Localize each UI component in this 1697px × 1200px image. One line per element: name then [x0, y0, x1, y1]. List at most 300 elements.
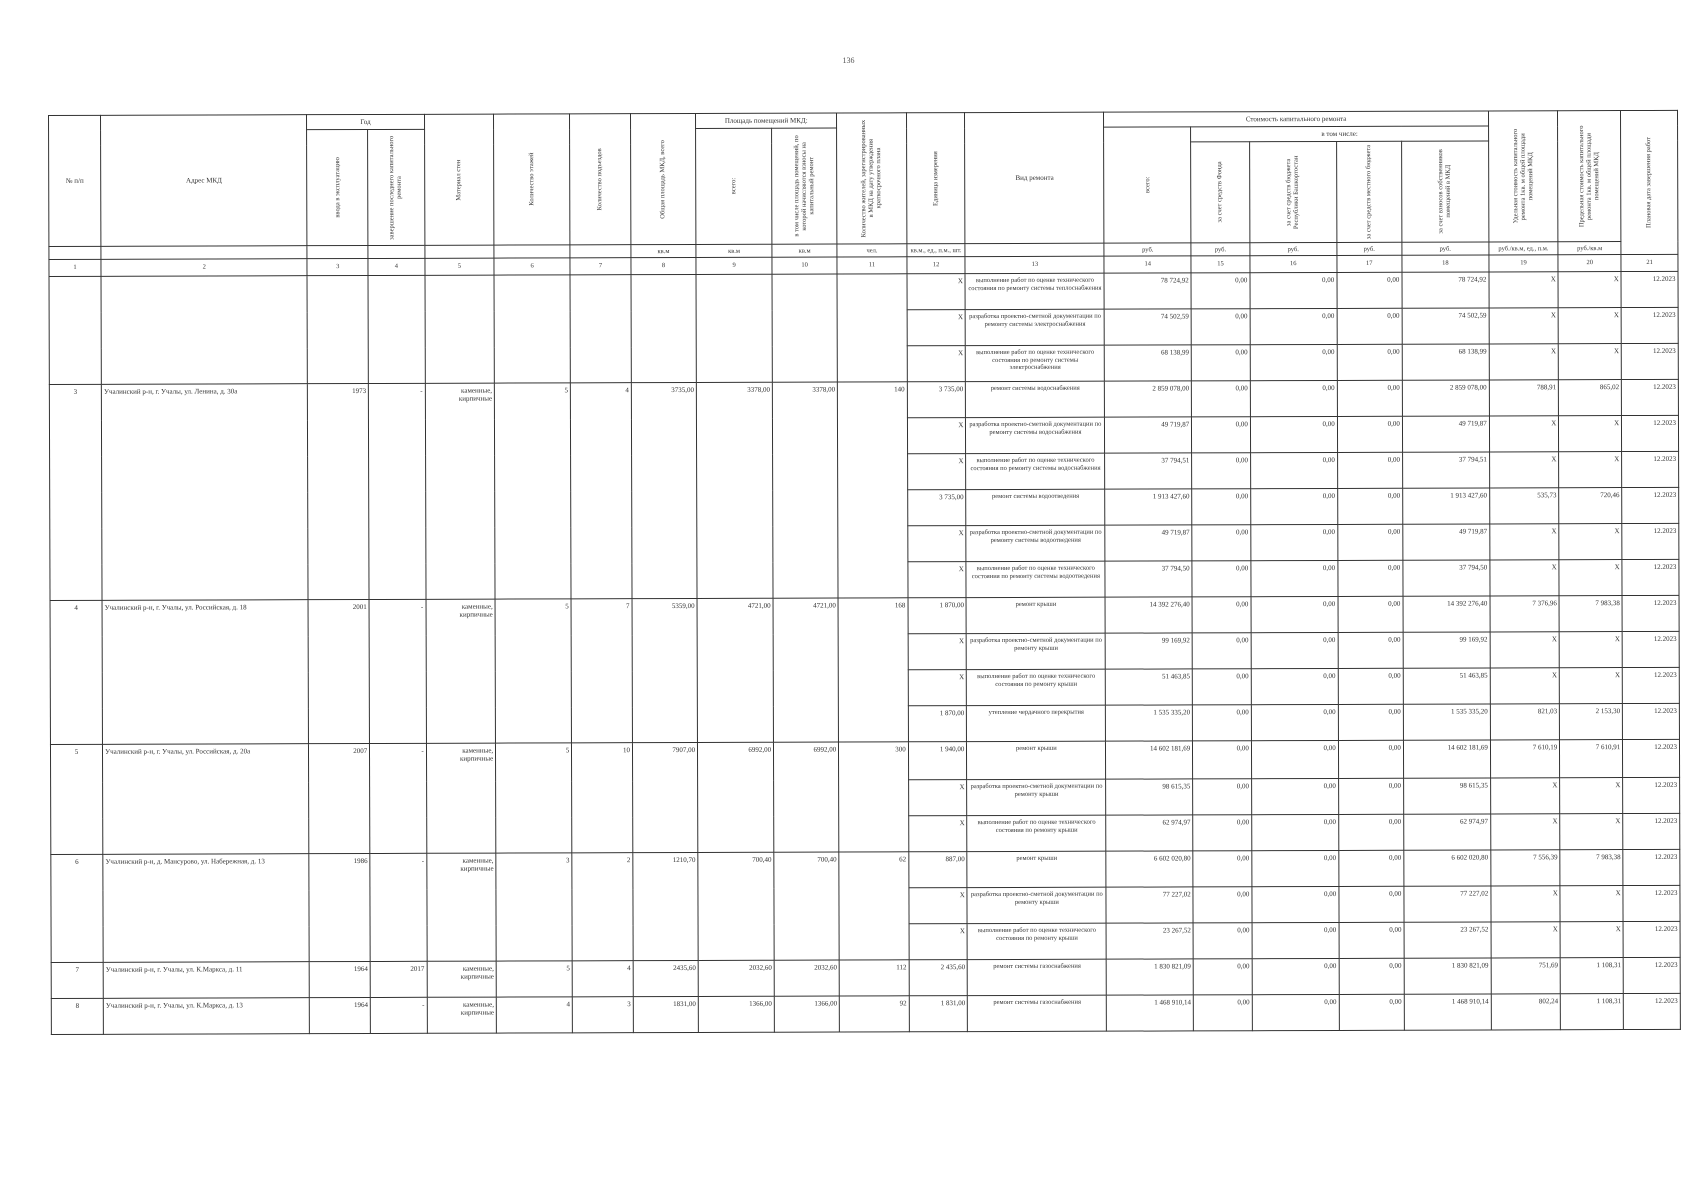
cost-owners-cell: 6 602 020,80: [1404, 850, 1491, 886]
floors-cell: 3: [496, 853, 572, 961]
column-number: 1: [49, 259, 101, 276]
column-number: 15: [1191, 256, 1250, 273]
cost-total-cell: 77 227,02: [1106, 887, 1193, 923]
cost-fund-cell: 0,00: [1194, 995, 1253, 1031]
unit-cell: [570, 245, 631, 258]
cost-owners-cell: 51 463,85: [1403, 668, 1490, 704]
year-last-repair-cell: -: [370, 853, 427, 961]
max-cost-cell: X: [1559, 452, 1622, 488]
deadline-cell: 12.2023: [1621, 307, 1678, 343]
entrances-cell: 3: [572, 997, 633, 1033]
cost-owners-cell: 1 468 910,14: [1404, 994, 1491, 1030]
specific-cost-cell: 7 376,96: [1490, 596, 1560, 632]
max-cost-cell: 7 983,38: [1559, 596, 1622, 632]
cost-fund-cell: 0,00: [1193, 815, 1252, 851]
specific-cost-cell: 802,24: [1491, 994, 1561, 1030]
specific-cost-cell: X: [1489, 308, 1559, 344]
work-type-cell: ремонт системы газоснабжения: [968, 959, 1107, 995]
unit-cell: 1 831,00: [909, 996, 968, 1032]
max-cost-cell: 720,46: [1559, 488, 1622, 524]
floors-cell: 5: [495, 383, 572, 599]
cost-republic-cell: 0,00: [1252, 814, 1339, 850]
unit-cell: кв.м., ед., п.м., шт.: [907, 244, 966, 257]
cost-republic-cell: 0,00: [1250, 272, 1337, 308]
row-number: 4: [50, 600, 103, 744]
continuation-blank-cell: [494, 275, 570, 383]
specific-cost-cell: X: [1491, 922, 1561, 958]
year-built-cell: 2001: [308, 599, 369, 743]
deadline-cell: 12.2023: [1623, 813, 1680, 849]
year-last-repair-cell: 2017: [370, 961, 427, 997]
row-number: 7: [51, 962, 103, 998]
column-number: 16: [1250, 255, 1337, 272]
cost-total-cell: 62 974,97: [1106, 815, 1193, 851]
specific-cost-cell: 535,73: [1489, 488, 1559, 524]
unit-cell: кв.м: [772, 244, 837, 257]
cost-republic-cell: 0,00: [1251, 596, 1338, 632]
floors-cell: 5: [496, 961, 572, 997]
total-area-cell: 1831,00: [633, 996, 698, 1032]
deadline-cell: 12.2023: [1622, 415, 1679, 451]
area-all-cell: 1366,00: [698, 996, 774, 1032]
cost-republic-cell: 0,00: [1251, 704, 1338, 740]
column-number: 20: [1558, 255, 1621, 272]
year-last-repair-cell: -: [369, 383, 426, 599]
cost-owners-cell: 98 615,35: [1403, 778, 1490, 814]
unit-cell: руб.: [1104, 243, 1191, 256]
cost-fund-cell: 0,00: [1191, 273, 1250, 309]
specific-cost-cell: X: [1490, 560, 1560, 596]
unit-cell: [49, 246, 101, 259]
cost-fund-cell: 0,00: [1192, 633, 1251, 669]
cost-fund-cell: 0,00: [1192, 561, 1251, 597]
column-number: 3: [307, 258, 368, 275]
cost-owners-cell: 1 830 821,09: [1404, 958, 1491, 994]
floors-cell: 4: [496, 997, 572, 1033]
specific-cost-cell: X: [1489, 344, 1559, 380]
residents-cell: 92: [840, 996, 910, 1032]
deadline-cell: 12.2023: [1622, 595, 1679, 631]
repair-plan-table: [48, 110, 1681, 1035]
cost-republic-cell: 0,00: [1251, 740, 1338, 778]
cost-local-cell: 0,00: [1338, 814, 1403, 850]
cost-republic-cell: 0,00: [1252, 994, 1339, 1030]
deadline-cell: 12.2023: [1623, 667, 1680, 703]
max-cost-cell: X: [1560, 778, 1623, 814]
unit-cell: X: [908, 780, 967, 816]
cost-owners-cell: 37 794,50: [1403, 560, 1490, 596]
cost-total-cell: 74 502,59: [1105, 309, 1192, 345]
wall-material-cell: каменные, кирпичные: [427, 997, 497, 1033]
unit-cell: 2 435,60: [909, 960, 968, 996]
table-row: [49, 271, 1678, 312]
address-cell: Учалинский р-н, д. Мансурово, ул. Набережная, д. 13: [103, 854, 310, 963]
header-col-floors: Количество этажей: [494, 114, 570, 245]
specific-cost-cell: 751,69: [1491, 958, 1561, 994]
table-row: [50, 595, 1679, 636]
header-col-area-total: всего:: [696, 128, 772, 244]
header-col-cost-owners: за счет взносов собственников помещений в МКД: [1401, 141, 1488, 242]
header-col-work-type: Вид ремонта: [965, 112, 1104, 243]
deadline-cell: 12.2023: [1623, 849, 1680, 885]
cost-local-cell: 0,00: [1337, 344, 1402, 380]
cost-total-cell: 68 138,99: [1105, 345, 1192, 381]
work-type-cell: ремонт крыши: [966, 597, 1105, 633]
cost-local-cell: 0,00: [1337, 380, 1402, 416]
column-number: 21: [1621, 254, 1678, 271]
entrances-cell: 4: [572, 961, 633, 997]
cost-fund-cell: 0,00: [1193, 851, 1252, 887]
wall-material-cell: каменные, кирпичные: [425, 383, 495, 599]
cost-fund-cell: 0,00: [1192, 669, 1251, 705]
deadline-cell: 12.2023: [1622, 523, 1679, 559]
work-type-cell: разработка проектно-сметной документации по ремонту крыши: [967, 633, 1106, 669]
cost-local-cell: 0,00: [1338, 740, 1403, 778]
total-area-cell: 3735,00: [631, 382, 697, 598]
specific-cost-cell: X: [1491, 886, 1561, 922]
header-col-year-last-repair: завершение последнего капитального ремонта: [368, 129, 425, 245]
cost-local-cell: 0,00: [1339, 886, 1404, 922]
specific-cost-cell: X: [1490, 524, 1560, 560]
year-last-repair-cell: -: [370, 997, 427, 1033]
max-cost-cell: 865,02: [1559, 380, 1622, 416]
wall-material-cell: каменные, кирпичные: [427, 853, 497, 961]
specific-cost-cell: 788,91: [1489, 380, 1559, 416]
max-cost-cell: 1 108,31: [1561, 994, 1624, 1030]
header-col-residents: Количество жителей, зарегистрированных в МКД на дату утверждения краткосрочного плана: [837, 113, 907, 244]
unit-cell: X: [908, 634, 967, 670]
year-built-cell: 1973: [308, 383, 369, 599]
cost-total-cell: 78 724,92: [1104, 273, 1191, 309]
cost-total-cell: 23 267,52: [1106, 923, 1193, 959]
unit-cell: 3 735,00: [907, 490, 966, 526]
cost-total-cell: 37 794,50: [1105, 561, 1192, 597]
cost-republic-cell: 0,00: [1251, 778, 1338, 814]
unit-cell: X: [907, 418, 966, 454]
floors-cell: 5: [496, 743, 572, 853]
cost-local-cell: 0,00: [1338, 704, 1403, 740]
header-col-specific-cost: Удельная стоимость капитального ремонта 1кв. м общей площади помещений МКД: [1488, 111, 1558, 242]
work-type-cell: разработка проектно-сметной документации по ремонту системы водоснабжения: [966, 417, 1105, 453]
cost-total-cell: 1 913 427,60: [1105, 489, 1192, 525]
header-group-area: Площадь помещений МКД:: [696, 113, 837, 128]
total-area-cell: 7907,00: [632, 742, 697, 852]
deadline-cell: 12.2023: [1623, 739, 1680, 777]
unit-cell: X: [907, 346, 966, 382]
unit-cell: кв.м: [696, 244, 772, 257]
cost-local-cell: 0,00: [1339, 922, 1404, 958]
deadline-cell: 12.2023: [1622, 487, 1679, 523]
continuation-blank-cell: [368, 275, 425, 383]
max-cost-cell: X: [1558, 272, 1621, 308]
continuation-blank-cell: [696, 274, 772, 382]
entrances-cell: 10: [572, 743, 633, 853]
area-all-cell: 3378,00: [696, 382, 773, 598]
residents-cell: 300: [839, 742, 909, 852]
cost-owners-cell: 49 719,87: [1403, 524, 1490, 560]
continuation-blank-cell: [49, 276, 101, 384]
wall-material-cell: каменные, кирпичные: [426, 743, 496, 853]
max-cost-cell: 7 610,91: [1560, 740, 1623, 778]
work-type-cell: выполнение работ по оценке технического состояния по ремонту системы водоотведения: [966, 561, 1105, 597]
work-type-cell: ремонт системы газоснабжения: [968, 995, 1107, 1031]
specific-cost-cell: X: [1490, 778, 1560, 814]
cost-owners-cell: 23 267,52: [1404, 922, 1491, 958]
cost-total-cell: 51 463,85: [1106, 669, 1193, 705]
address-cell: Учалинский р-н, г. Учалы, ул. К.Маркса, д. 11: [103, 962, 309, 999]
deadline-cell: 12.2023: [1622, 559, 1679, 595]
page-number: 136: [842, 56, 855, 65]
cost-owners-cell: 68 138,99: [1402, 344, 1489, 380]
cost-owners-cell: 2 859 078,00: [1402, 380, 1489, 416]
specific-cost-cell: X: [1490, 668, 1560, 704]
cost-owners-cell: 77 227,02: [1404, 886, 1491, 922]
header-group-cost-incl: в том числе:: [1191, 126, 1489, 142]
cost-total-cell: 49 719,87: [1105, 417, 1192, 453]
cost-republic-cell: 0,00: [1251, 632, 1338, 668]
cost-republic-cell: 0,00: [1250, 344, 1337, 380]
cost-republic-cell: 0,00: [1252, 886, 1339, 922]
entrances-cell: 7: [571, 599, 632, 743]
continuation-blank-cell: [570, 275, 631, 383]
max-cost-cell: X: [1559, 416, 1622, 452]
unit-cell: руб.: [1337, 242, 1402, 255]
unit-cell: X: [907, 274, 966, 310]
continuation-blank-cell: [425, 275, 495, 383]
work-type-cell: выполнение работ по оценке технического состояния по ремонту системы теплоснабжения: [965, 273, 1104, 309]
cost-republic-cell: 0,00: [1250, 452, 1337, 488]
cost-fund-cell: 0,00: [1193, 705, 1252, 741]
work-type-cell: выполнение работ по оценке технического состояния по ремонту крыши: [967, 923, 1106, 959]
address-cell: Учалинский р-н, г. Учалы, ул. Российская, д. 20а: [103, 744, 310, 855]
entrances-cell: 4: [571, 383, 632, 599]
table-body: [49, 271, 1680, 1034]
max-cost-cell: 1 108,31: [1560, 958, 1623, 994]
deadline-cell: 12.2023: [1622, 451, 1679, 487]
cost-local-cell: 0,00: [1338, 560, 1403, 596]
unit-cell: 1 940,00: [908, 742, 967, 780]
max-cost-cell: X: [1558, 308, 1621, 344]
cost-local-cell: 0,00: [1337, 272, 1402, 308]
specific-cost-cell: X: [1490, 632, 1560, 668]
address-cell: Учалинский р-н, г. Учалы, ул. К.Маркса, д. 13: [103, 998, 309, 1035]
column-number: 4: [368, 258, 425, 275]
cost-local-cell: 0,00: [1337, 416, 1402, 452]
cost-total-cell: 1 830 821,09: [1107, 959, 1194, 995]
unit-cell: [425, 245, 495, 258]
row-number: 6: [51, 854, 103, 962]
wall-material-cell: каменные, кирпичные: [427, 961, 497, 997]
area-all-cell: 700,40: [698, 852, 774, 960]
cost-local-cell: 0,00: [1337, 452, 1402, 488]
cost-owners-cell: 1 913 427,60: [1403, 488, 1490, 524]
unit-cell: 1 870,00: [908, 706, 967, 742]
header-col-cost-local: за счет средств местного бюджета: [1336, 141, 1401, 242]
repair-plan-table-sheet: [48, 110, 1681, 1085]
work-type-cell: ремонт системы водоснабжения: [966, 381, 1105, 417]
area-repair-cell: 4721,00: [773, 598, 839, 742]
area-all-cell: 6992,00: [698, 742, 774, 852]
area-repair-cell: 3378,00: [772, 382, 838, 598]
unit-cell: [965, 243, 1104, 256]
unit-cell: 887,00: [909, 852, 968, 888]
header-col-address: Адрес МКД: [101, 115, 308, 247]
unit-cell: 3 735,00: [907, 382, 966, 418]
unit-cell: X: [908, 562, 967, 598]
unit-cell: 1 870,00: [908, 598, 967, 634]
work-type-cell: утепление чердачного перекрытия: [967, 705, 1106, 741]
cost-total-cell: 99 169,92: [1106, 633, 1193, 669]
cost-fund-cell: 0,00: [1192, 525, 1251, 561]
residents-cell: 140: [838, 382, 908, 598]
cost-republic-cell: 0,00: [1252, 958, 1339, 994]
header-col-unit: Единица измерения: [906, 113, 965, 244]
unit-cell: [101, 246, 307, 260]
specific-cost-cell: X: [1489, 452, 1559, 488]
cost-republic-cell: 0,00: [1252, 850, 1339, 886]
header-col-total-area: Общая площадь МКД, всего: [630, 113, 696, 244]
cost-total-cell: 37 794,51: [1105, 453, 1192, 489]
cost-total-cell: 98 615,35: [1106, 779, 1193, 815]
total-area-cell: 2435,60: [633, 960, 698, 996]
column-number: 10: [772, 257, 837, 274]
continuation-blank-cell: [307, 275, 368, 383]
specific-cost-cell: X: [1489, 416, 1559, 452]
max-cost-cell: X: [1560, 814, 1623, 850]
table-row: [50, 739, 1679, 782]
specific-cost-cell: 7 610,19: [1490, 740, 1560, 778]
cost-owners-cell: 37 794,51: [1402, 452, 1489, 488]
column-number: 8: [631, 257, 696, 274]
cost-local-cell: 0,00: [1339, 958, 1404, 994]
cost-fund-cell: 0,00: [1192, 453, 1251, 489]
header-col-cost-republic: за счет средств бюджета Республики Башкортостан: [1249, 141, 1336, 242]
cost-owners-cell: 78 724,92: [1402, 272, 1489, 308]
cost-republic-cell: 0,00: [1251, 560, 1338, 596]
unit-cell: руб./кв.м, ед., п.м.: [1489, 242, 1559, 255]
cost-local-cell: 0,00: [1337, 488, 1402, 524]
area-all-cell: 4721,00: [697, 598, 773, 742]
cost-fund-cell: 0,00: [1191, 345, 1250, 381]
unit-cell: руб.: [1250, 242, 1337, 255]
cost-republic-cell: 0,00: [1251, 524, 1338, 560]
unit-cell: чел.: [837, 244, 907, 257]
unit-cell: X: [909, 888, 968, 924]
cost-fund-cell: 0,00: [1192, 597, 1251, 633]
cost-total-cell: 2 859 078,00: [1105, 381, 1192, 417]
cost-local-cell: 0,00: [1338, 778, 1403, 814]
cost-local-cell: 0,00: [1339, 994, 1404, 1030]
work-type-cell: разработка проектно-сметной документации по ремонту системы электроснабжения: [966, 309, 1105, 345]
max-cost-cell: 2 153,30: [1560, 704, 1623, 740]
header-col-wall-material: Материал стен: [424, 114, 494, 245]
cost-total-cell: 1 468 910,14: [1107, 995, 1194, 1031]
residents-cell: 62: [839, 852, 909, 960]
deadline-cell: 12.2023: [1623, 703, 1680, 739]
work-type-cell: выполнение работ по оценке технического состояния по ремонту крыши: [967, 815, 1106, 851]
residents-cell: 168: [838, 598, 908, 742]
row-number: 3: [49, 384, 102, 600]
unit-cell: X: [908, 526, 967, 562]
cost-fund-cell: 0,00: [1193, 779, 1252, 815]
cost-local-cell: 0,00: [1338, 632, 1403, 668]
unit-cell: X: [908, 670, 967, 706]
total-area-cell: 1210,70: [633, 852, 698, 960]
entrances-cell: 2: [572, 853, 633, 961]
specific-cost-cell: X: [1491, 814, 1561, 850]
column-number: 18: [1402, 255, 1489, 272]
deadline-cell: 12.2023: [1621, 271, 1678, 307]
work-type-cell: ремонт системы водоотведения: [966, 489, 1105, 525]
specific-cost-cell: 7 556,39: [1491, 850, 1561, 886]
address-cell: Учалинский р-н, г. Учалы, ул. Российская, д. 18: [102, 600, 309, 745]
cost-fund-cell: 0,00: [1192, 381, 1251, 417]
cost-republic-cell: 0,00: [1250, 308, 1337, 344]
unit-cell: руб.: [1402, 242, 1489, 255]
unit-cell: X: [908, 816, 967, 852]
max-cost-cell: X: [1559, 560, 1622, 596]
column-number: 2: [101, 259, 307, 277]
column-number: 19: [1489, 255, 1559, 272]
cost-fund-cell: 0,00: [1193, 923, 1252, 959]
year-built-cell: 1964: [310, 997, 371, 1033]
area-all-cell: 2032,60: [698, 960, 774, 996]
table-row: [51, 993, 1680, 1034]
deadline-cell: 12.2023: [1623, 885, 1680, 921]
continuation-blank-cell: [772, 274, 838, 382]
area-repair-cell: 6992,00: [774, 742, 840, 852]
address-cell: Учалинский р-н, г. Учалы, ул. Ленина, д. 30а: [101, 384, 308, 601]
year-last-repair-cell: -: [369, 599, 426, 743]
cost-local-cell: 0,00: [1338, 524, 1403, 560]
row-number: 8: [51, 998, 103, 1034]
deadline-cell: 12.2023: [1623, 777, 1680, 813]
work-type-cell: разработка проектно-сметной документации по ремонту системы водоотведения: [966, 525, 1105, 561]
continuation-blank-cell: [101, 276, 308, 385]
unit-cell: X: [909, 924, 968, 960]
continuation-blank-cell: [837, 274, 907, 382]
cost-republic-cell: 0,00: [1250, 380, 1337, 416]
max-cost-cell: X: [1559, 524, 1622, 560]
max-cost-cell: X: [1559, 344, 1622, 380]
cost-republic-cell: 0,00: [1251, 668, 1338, 704]
column-number: 9: [696, 257, 772, 274]
header-col-area-repair: в том числе площадь помещений, по которой начисляются взносы на капитальный ремонт: [772, 128, 838, 244]
cost-local-cell: 0,00: [1337, 308, 1402, 344]
header-group-year: Год: [307, 114, 424, 129]
work-type-cell: выполнение работ по оценке технического состояния по ремонту крыши: [967, 669, 1106, 705]
cost-owners-cell: 1 535 335,20: [1403, 704, 1490, 740]
work-type-cell: выполнение работ по оценке технического состояния по ремонту системы водоснабжения: [966, 453, 1105, 489]
row-number: 5: [50, 744, 102, 854]
cost-owners-cell: 74 502,59: [1402, 308, 1489, 344]
header-col-deadline: Плановая дата завершения работ: [1621, 110, 1678, 254]
cost-republic-cell: 0,00: [1251, 488, 1338, 524]
column-number: 11: [837, 257, 907, 274]
deadline-cell: 12.2023: [1623, 921, 1680, 957]
unit-cell: руб./кв.м: [1558, 242, 1621, 255]
continuation-blank-cell: [631, 274, 696, 382]
cost-fund-cell: 0,00: [1193, 959, 1252, 995]
floors-cell: 5: [495, 599, 571, 743]
header-col-cost-fund: за счет средств Фонда: [1191, 142, 1250, 243]
table-row: [49, 379, 1678, 420]
deadline-cell: 12.2023: [1622, 631, 1679, 667]
cost-total-cell: 6 602 020,80: [1106, 851, 1193, 887]
header-group-cost: Стоимость капитального ремонта: [1104, 111, 1488, 127]
wall-material-cell: каменные, кирпичные: [426, 599, 496, 743]
deadline-cell: 12.2023: [1621, 343, 1678, 379]
